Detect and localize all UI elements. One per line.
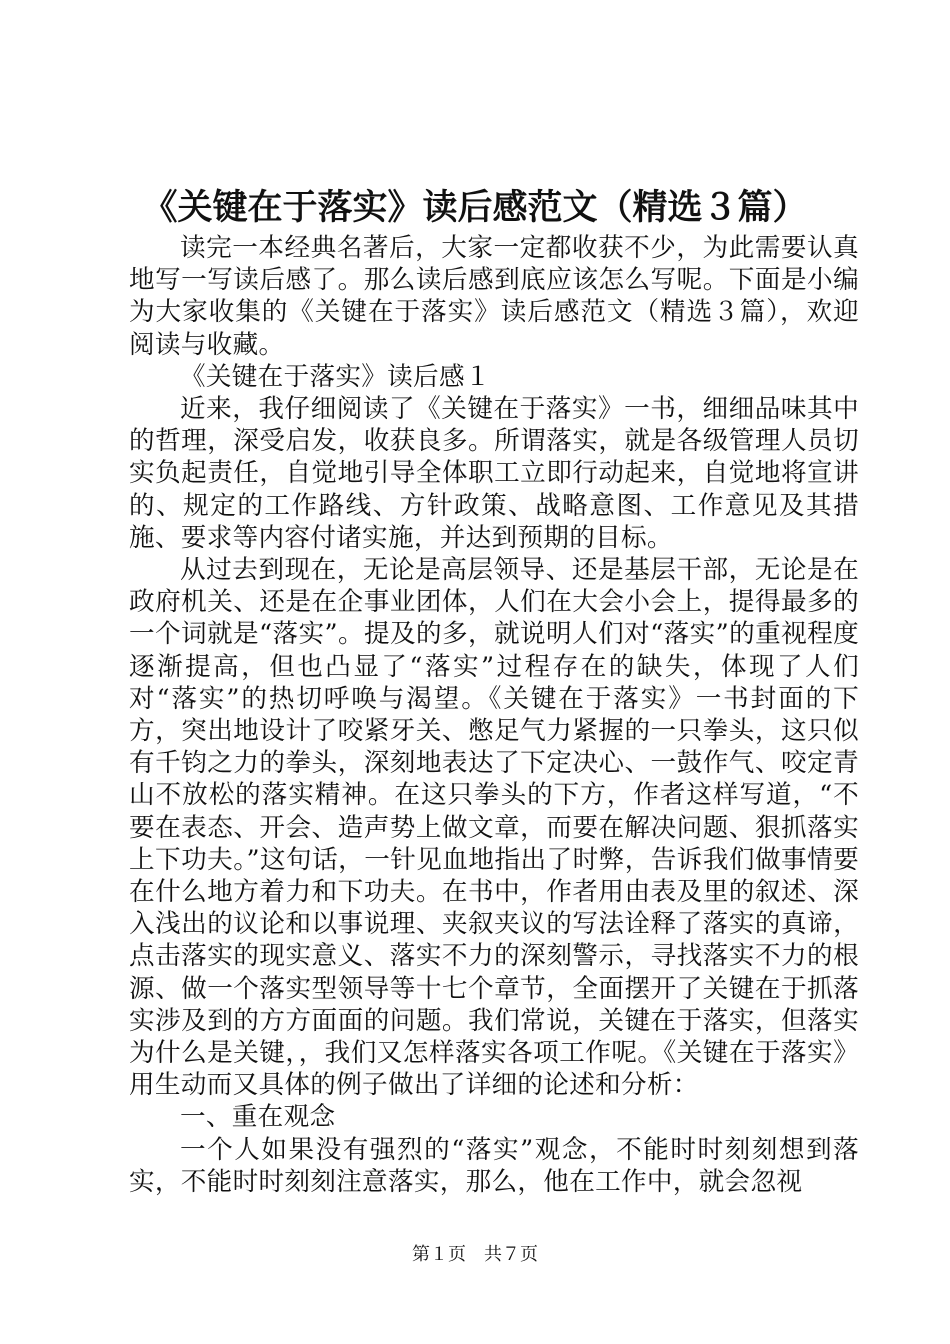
body-paragraph-2: 从过去到现在，无论是高层领导、还是基层干部，无论是在政府机关、还是在企事业团体，人们在大会小会上，提得最多的一个词就是“落实”。提及的多，就说明人们对“落实”的重视程度逐渐提高，但也凸显了“落实”过程存在的缺失，体现了人们对“落实”的热切呼唤与渴望。《关键在于落实》一书封面的下方，突出地设计了咬紧牙关、憋足气力紧握的一只拳头，这只似有千钧之力的拳头，深刻地表达了下定决心、一鼓作气、咬定青山不放松的落实精神。在这只拳头的下方，作者这样写道，“不要在表态、开会、造声势上做文章，而要在解决问题、狠抓落实上下功夫。”这句话，一针见血地指出了时弊，告诉我们做事情要在什么地方着力和下功夫。在书中，作者用由表及里的叙述、深入浅出的议论和以事说理、夹叙夹议的写法诠释了落实的真谛，点击落实的现实意义、落实不力的深刻警示，寻找落实不力的根源、做一个落实型领导等十七个章节，全面摆开了关键在于抓落实涉及到的方方面面的问题。我们常说，关键在于落实，但落实为什么是关键，，我们又怎样落实各项工作呢。《关键在于落实》用生动而又具体的例子做出了详细的论述和分析： <box>129 555 859 1101</box>
intro-paragraph: 读完一本经典名著后，大家一定都收获不少，为此需要认真地写一写读后感了。那么读后感到底应该怎么写呢。下面是小编为大家收集的《关键在于落实》读后感范文（精选３篇），欢迎阅读与收藏。 <box>129 233 859 360</box>
document-title: 《关键在于落实》读后感范文（精选３篇） <box>142 187 808 228</box>
body-paragraph-3: 一个人如果没有强烈的“落实”观念，不能时时刻刻想到落实，不能时时刻刻注意落实，那么，他在工作中，就会忽视 <box>129 1134 859 1197</box>
body-paragraph-1: 近来，我仔细阅读了《关键在于落实》一书，细细品味其中的哲理，深受启发，收获良多。所谓落实，就是各级管理人员切实负起责任，自觉地引导全体职工立即行动起来，自觉地将宣讲的、规定的工作路线、方针政策、战略意图、工作意见及其措施、要求等内容付诸实施，并达到预期的目标。 <box>129 394 859 553</box>
page-footer: 第１页 共７页 <box>412 1244 538 1265</box>
section-heading-1: 《关键在于落实》读后感１ <box>180 361 491 392</box>
document-body <box>129 232 859 1198</box>
section-heading-2: 一、重在观念 <box>180 1102 336 1133</box>
